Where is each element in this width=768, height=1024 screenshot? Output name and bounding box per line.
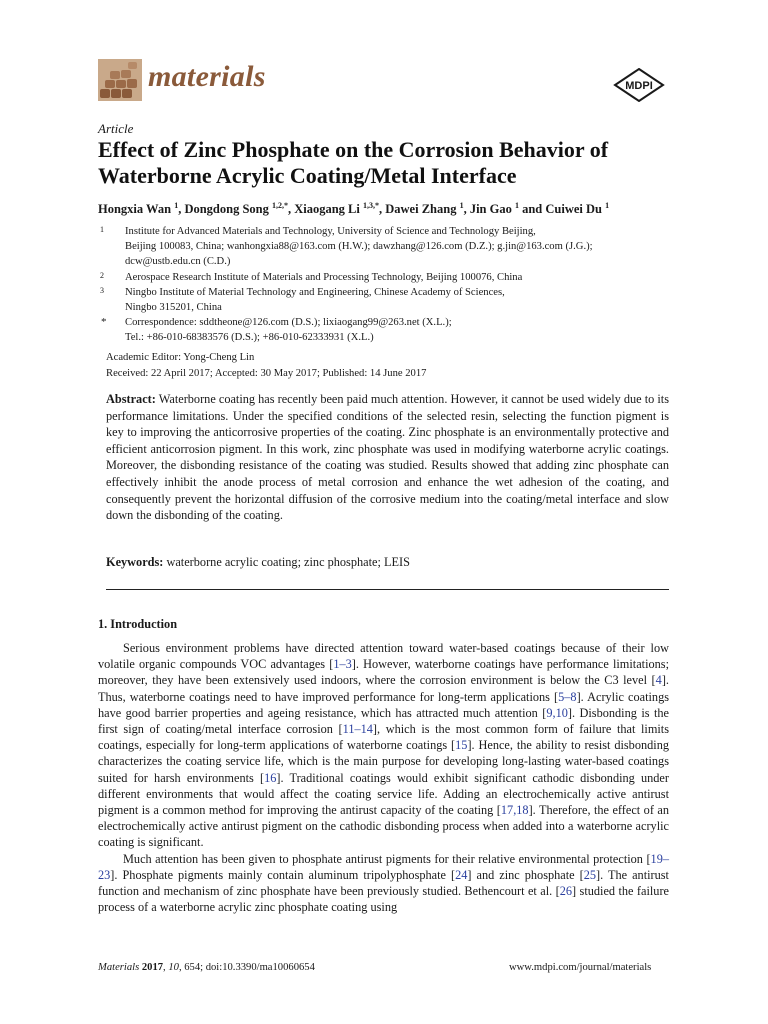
- mdpi-logo: [613, 68, 665, 102]
- affiliation-line: Institute for Advanced Materials and Technology, University of Science and Technology Beijing,: [125, 226, 536, 237]
- section-heading: 1. Introduction: [98, 617, 178, 631]
- paragraph-text: ]. However, waterborne coatings have performance limitations; moreover, they have been extensively used indoors, where the corrosion environment is below the C3 level [: [98, 657, 669, 688]
- citation-link[interactable]: 16: [264, 770, 277, 785]
- footer-journal: Materials: [98, 962, 140, 973]
- author-name: Cuiwei Du: [545, 202, 606, 217]
- citation-link[interactable]: 11–14: [342, 722, 373, 737]
- affiliation-number: 2: [100, 270, 104, 280]
- citation-link[interactable]: 17,18: [500, 803, 529, 818]
- keywords-text: waterborne acrylic coating; zinc phosphate; LEIS: [166, 555, 410, 569]
- affiliation-line: Aerospace Research Institute of Materials and Processing Technology, Beijing 100076, China: [125, 271, 523, 283]
- author-affiliation-mark: 1: [605, 201, 610, 210]
- paragraph-text: ]. The antirust function and mechanism of zinc phosphate have been previously studied. Bethencourt et al. [: [98, 867, 669, 899]
- author-affiliation-mark: 1: [174, 201, 179, 210]
- author-name: Dongdong Song: [184, 202, 272, 217]
- affiliation-line: Correspondence: sddtheone@126.com (D.S.); lixiaogang99@263.net (X.L.);: [125, 317, 452, 329]
- paragraph-text: ], which is the most common form of failure that limits coatings, especially for long-term applications of waterborne coatings [: [98, 722, 670, 753]
- citation-link[interactable]: 9,10: [546, 705, 568, 720]
- paragraph-text: ]. Disbonding is the first sign of coating/metal interface corrosion [: [98, 705, 669, 737]
- journal-name: materials: [148, 60, 266, 93]
- affiliation-number: 3: [100, 285, 104, 295]
- author-affiliation-mark: 1,3,*: [363, 201, 379, 210]
- affiliation-number: *: [101, 316, 107, 329]
- affiliations: [100, 224, 680, 346]
- footer-year: 2017: [141, 962, 164, 973]
- abstract-text: Waterborne coating has recently been paid much attention. However, it cannot be used widely due to its performance limitations. Under the specified conditions of the selected resin, selecting the function pigment is key to improving the anticorrosive properties of the coating. Zinc phosphate is an environmentally protective and efficient anticorrosion pigment. In this work, zinc phosphate was used in modifying waterborne acrylic coatings. Moreover, the disbonding resistance of the coating was studied. Results showed that adding zinc phosphate can effectively inhibit the anode process of metal corrosion and enhance the wet adhesion of the coating, and consequently prevent the horizontal diffusion of the corrosive medium into the coating/metal interface and slow down the disbonding of the coating.: [106, 392, 669, 523]
- paragraph-text: ] studied the failure process of a waterborne acrylic zinc phosphate coating using: [98, 884, 669, 915]
- affiliation-item: [100, 285, 680, 315]
- journal-logo-icon: [98, 59, 142, 101]
- citation-link[interactable]: 19–23: [98, 851, 669, 882]
- paragraph-text: ] and zinc phosphate [: [467, 867, 584, 882]
- paragraph-text: ]. Thus, waterborne coatings need to have improved performance for long-term applications [: [98, 673, 669, 704]
- citation-link[interactable]: 15: [455, 738, 468, 753]
- citation-link[interactable]: 1–3: [333, 657, 352, 672]
- affiliation-line: Ningbo Institute of Material Technology and Engineering, Chinese Academy of Sciences,: [125, 286, 505, 298]
- paragraph-text: ]. Therefore, the effect of an electrochemically active antirust pigment on the cathodic disbonding process when added into a waterborne acrylic coating is significant.: [98, 803, 669, 850]
- author-name: Hongxia Wan: [98, 202, 175, 217]
- paragraph-text: Much attention has been given to phosphate antirust pigments for their relative environmental protection [: [123, 851, 651, 866]
- section-divider: [106, 589, 669, 590]
- keywords-label: Keywords:: [106, 555, 164, 569]
- publication-dates: Received: 22 April 2017; Accepted: 30 May 2017; Published: 14 June 2017: [106, 367, 427, 379]
- introduction-body: [98, 640, 669, 915]
- citation-link[interactable]: 4: [655, 673, 662, 688]
- abstract-label: Abstract:: [106, 392, 156, 406]
- author-affiliation-mark: 1: [514, 201, 519, 210]
- keywords: [106, 555, 410, 570]
- affiliation-line: dcw@ustb.edu.cn (C.D.): [125, 256, 231, 268]
- footer-doi: , 654; doi:10.3390/ma10060654: [178, 962, 315, 973]
- author-affiliation-mark: 1: [459, 201, 464, 210]
- article-meta: [106, 350, 426, 381]
- paragraph-text: ]. Hence, the ability to resist disbonding characterizes the coating service life, which is the main purpose for developing long-lasting water-based coatings suited for harsh environments [: [98, 738, 669, 785]
- author-name: Jin Gao: [469, 202, 515, 217]
- paragraph: [98, 851, 669, 916]
- author-name: Dawei Zhang: [385, 202, 460, 217]
- paper-title: Effect of Zinc Phosphate on the Corrosion Behavior of Waterborne Acrylic Coating/Metal Interface: [98, 137, 609, 188]
- author-affiliation-mark: 1,2,*: [271, 201, 288, 210]
- affiliation-line: Ningbo 315201, China: [125, 302, 222, 314]
- affiliation-line: Tel.: +86-010-68383576 (D.S.); +86-010-62333931 (X.L.): [125, 332, 374, 344]
- svg-text:MDPI: MDPI: [625, 80, 653, 92]
- footer-url[interactable]: www.mdpi.com/journal/materials: [509, 962, 652, 973]
- citation-link[interactable]: 25: [583, 867, 597, 882]
- paragraph-text: ]. Acrylic coatings have good barrier properties and ageing resistance, which has attracted much attention [: [98, 689, 670, 720]
- paragraph-text: ]. Phosphate pigments mainly contain aluminum tripolyphosphate [: [110, 867, 456, 882]
- author-name: Xiaogang Li: [294, 202, 363, 217]
- affiliation-line: Beijing 100083, China; wanhongxia88@163.com (H.W.); dawzhang@126.com (D.Z.); g.jin@163.com (J.G.);: [125, 241, 593, 253]
- paragraph-text: Serious environment problems have directed attention toward water-based coatings because of their low volatile organic compounds VOC advantages [: [98, 641, 669, 672]
- affiliation-item: [100, 270, 680, 285]
- article-type: Article: [98, 121, 134, 136]
- footer-volume: 10: [168, 962, 179, 973]
- affiliation-item: [100, 315, 680, 345]
- paragraph: [98, 640, 669, 851]
- citation-link[interactable]: 5–8: [558, 689, 577, 704]
- author-list: Hongxia Wan $^1$, Dongdong Song $^{1,2,*}$, Xiaogang Li $^{1,3,*}$, Dawei Zhang $^1$, Jin Gao $^1$ and Cuiwei Du $^1$: [98, 201, 610, 217]
- affiliation-item: [100, 224, 680, 270]
- footer-citation: Materials 2017, 10, 654; doi:10.3390/ma10060654: [98, 962, 315, 973]
- citation-link[interactable]: 26: [559, 884, 573, 899]
- citation-link[interactable]: 24: [455, 867, 468, 882]
- abstract: [106, 391, 669, 524]
- paragraph-text: ]. Traditional coatings would exhibit significant cathodic disbonding under different environments that would affect the coating service life. Adding an electrochemically active antirust pigment is a common method for improving the antirust capacity of the coating [: [98, 770, 669, 818]
- affiliation-number: 1: [100, 225, 104, 234]
- academic-editor: Academic Editor: Yong-Cheng Lin: [106, 352, 255, 363]
